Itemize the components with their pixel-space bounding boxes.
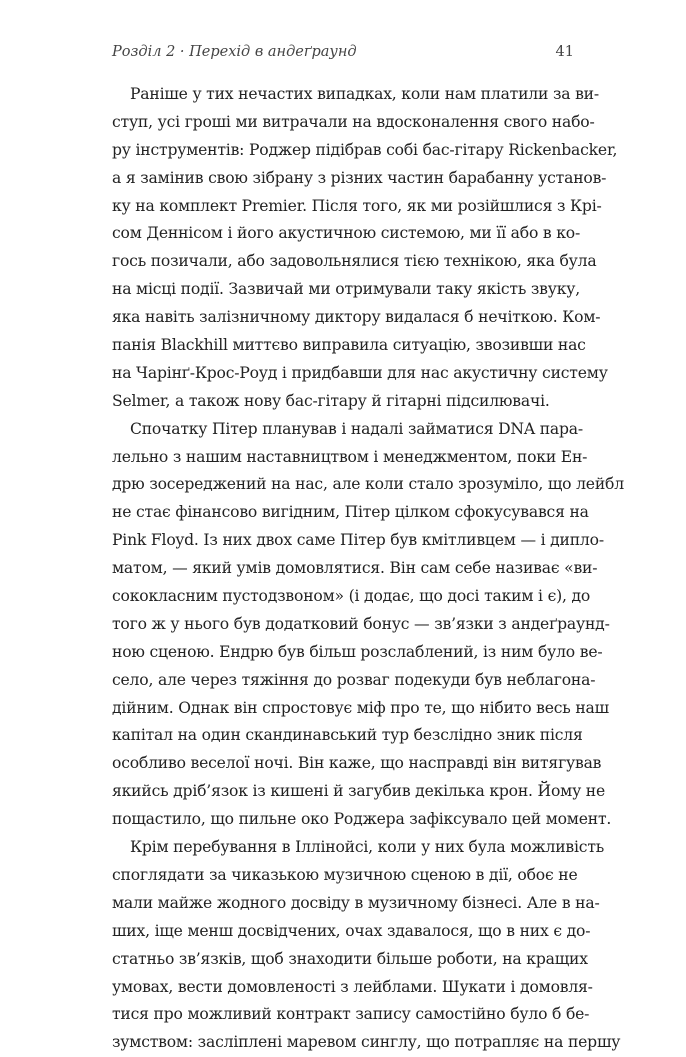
text-line: споглядати за чиказькою музичною сценою в дії, обоє не xyxy=(112,865,578,884)
text-line: не стає фінансово вигідним, Пітер цілком сфокусувався на xyxy=(112,503,589,522)
text-line: Selmer, а також нову бас-гітару й гітарні підсилювачі. xyxy=(112,391,550,410)
text-line: Pink Floyd. Із них двох саме Пітер був кмітливцем — і дипло- xyxy=(112,531,604,550)
text-line: зумством: засліплені маревом синглу, що потрапляє на першу xyxy=(112,1033,621,1052)
text-line: сом Деннісом і його акустичною системою, ми її або в ко- xyxy=(112,224,581,243)
text-line: дійним. Однак він спростовує міф про те, що нібито весь наш xyxy=(112,698,609,717)
text-line: тися про можливий контракт запису самостійно було б бе- xyxy=(112,1005,590,1024)
text-line: панія Blackhill миттєво виправила ситуацію, звозивши нас xyxy=(112,336,586,355)
text-line: на Чарінґ-Крос-Роуд і придбавши для нас акустичну систему xyxy=(112,363,608,382)
text-line: лельно з нашим наставництвом і менеджментом, поки Ен- xyxy=(112,447,588,466)
text-line: капітал на один скандинавський тур безслідно зник після xyxy=(112,726,583,745)
text-line: того ж у нього був додатковий бонус — зв’язки з андеґраунд- xyxy=(112,614,610,633)
text-line: особливо веселої ночі. Він каже, що насправді він витягував xyxy=(112,754,602,773)
text-line: мали майже жодного досвіду в музичному бізнесі. Але в на- xyxy=(112,893,600,912)
running-head: Розділ 2 · Перехід в андеґраунд xyxy=(112,44,357,60)
text-line: матом, — який умів домовлятися. Він сам себе називає «ви- xyxy=(112,559,598,578)
text-line: ку на комплект Premier. Після того, як ми розійшлися з Крі- xyxy=(112,196,602,215)
text-line: Раніше у тих нечастих випадках, коли нам платили за ви- xyxy=(130,85,599,103)
text-line: ступ, усі гроші ми витрачали на вдосконалення свого набо- xyxy=(112,112,595,131)
text-line: гось позичали, або задовольнялися тією технікою, яка була xyxy=(112,252,597,271)
text-line: умовах, вести домовленості з лейблами. Шукати і домовля- xyxy=(112,977,593,996)
text-line: дрю зосереджений на нас, але коли стало зрозуміло, що лейбл xyxy=(112,475,624,494)
text-line: сококласним пустодзвоном» (і додає, що досі таким і є), до xyxy=(112,587,591,606)
text-line: Спочатку Пітер планував і надалі займатися DNA пара- xyxy=(130,419,583,438)
text-line: ною сценою. Ендрю був більш розслаблений, із ним було ве- xyxy=(112,642,603,661)
text-line: ших, іще менш досвідчених, очах здавалося, що в них є до- xyxy=(112,921,591,940)
body-text xyxy=(112,81,624,1057)
text-line: статньо зв’язків, щоб знаходити більше роботи, на кращих xyxy=(112,949,588,968)
text-line: пощастило, що пильне око Роджера зафіксувало цей момент. xyxy=(112,810,612,829)
text-line: село, але через тяжіння до розваг подекуди був неблагона- xyxy=(112,670,596,689)
text-line: а я замінив свою зібрану з різних частин барабанну установ- xyxy=(112,168,607,187)
page-header xyxy=(112,44,574,68)
text-line: на місці події. Зазвичай ми отримували таку якість звуку, xyxy=(112,280,581,299)
text-line: Крім перебування в Іллінойсі, коли у них була можливість xyxy=(130,838,605,857)
text-line: яка навіть залізничному диктору видалася б нечіткою. Ком- xyxy=(112,308,601,327)
text-line: якийсь дріб’язок із кишені й загубив декілька крон. Йому не xyxy=(112,782,606,801)
page-number: 41 xyxy=(555,44,574,60)
text-line: ру інструментів: Роджер підібрав собі бас-гітару Rickenbacker, xyxy=(112,140,618,159)
